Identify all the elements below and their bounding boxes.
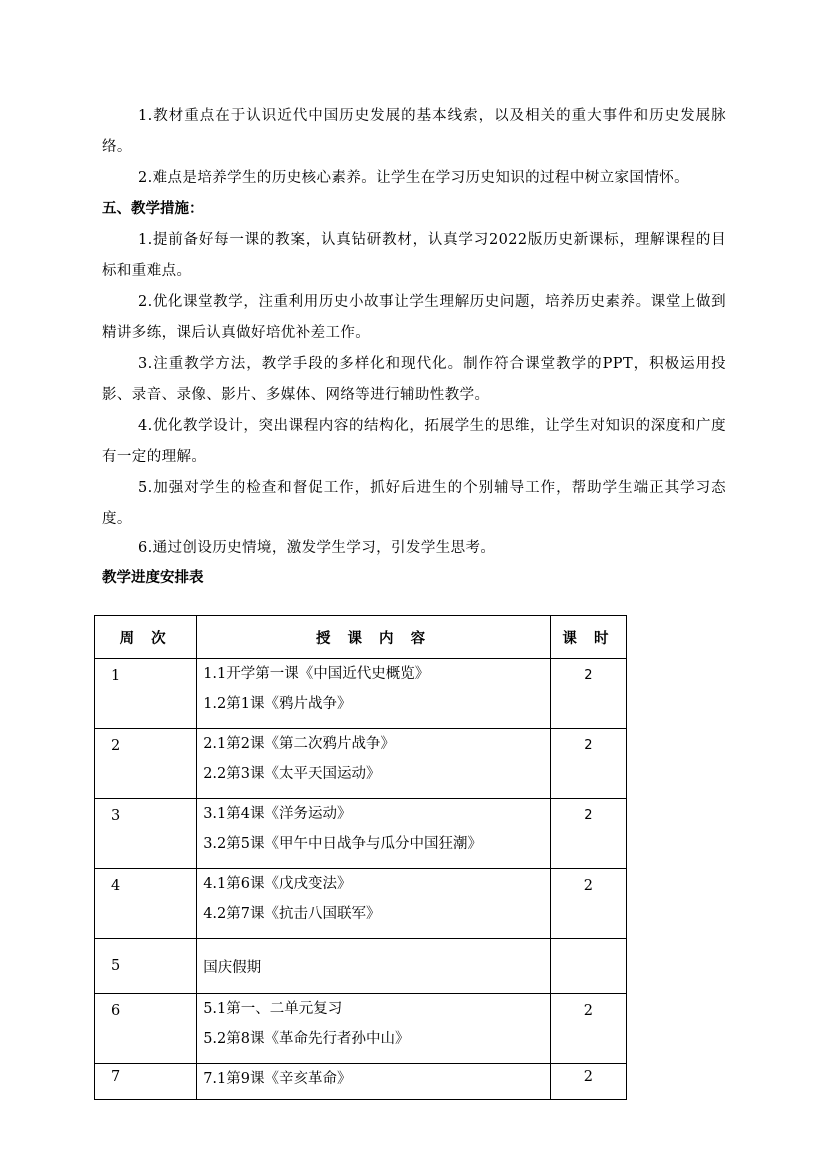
lesson-line: 2.2第3课《太平天国运动》 [203,766,381,782]
hours-cell: 2 [550,994,626,1064]
week-cell: 1 [95,659,197,729]
week-cell: 3 [95,799,197,869]
lesson-line: 5.2第8课《革命先行者孙中山》 [203,1031,410,1047]
schedule-header-row [95,616,627,659]
focus-point-2: 2.难点是培养学生的历史核心素养。让学生在学习历史知识的过程中树立家国情怀。 [138,170,690,186]
table-row [95,994,627,1064]
header-week: 周 次 [95,616,197,659]
content-cell [197,994,551,1064]
lesson-line: 3.2第5课《甲午中日战争与瓜分中国狂潮》 [203,836,482,852]
lesson-line: 4.1第6课《戊戌变法》 [203,876,352,892]
content-cell [197,1064,551,1100]
content-cell [197,869,551,939]
table-row [95,729,627,799]
table-row [95,799,627,869]
hours-cell: 2 [550,799,626,869]
lesson-line: 4.2第7课《抗击八国联军》 [203,906,381,922]
hours-cell [550,939,626,994]
focus-point-1: 1.教材重点在于认识近代中国历史发展的基本线索，以及相关的重大事件和历史发展脉络。 [102,108,726,155]
lesson-line: 1.1开学第一课《中国近代史概览》 [203,666,430,682]
measure-item-6: 6.通过创设历史情境，激发学生学习，引发学生思考。 [138,540,496,556]
lesson-line: 2.1第2课《第二次鸦片战争》 [203,736,395,752]
measure-item-1: 1.提前备好每一课的教案，认真钻研教材，认真学习2022版历史新课标，理解课程的目标和重难点。 [102,232,726,279]
measure-item-4: 4.优化教学设计，突出课程内容的结构化，拓展学生的思维，让学生对知识的深度和广度有一定的理解。 [102,418,726,465]
schedule-title: 教学进度安排表 [102,570,204,586]
content-cell [197,799,551,869]
hours-cell: 2 [550,869,626,939]
week-cell: 6 [95,994,197,1064]
table-row [95,869,627,939]
schedule-table [94,615,627,1100]
lesson-line: 3.1第4课《洋务运动》 [203,806,352,822]
header-hours: 课 时 [550,616,626,659]
measure-item-2: 2.优化课堂教学，注重利用历史小故事让学生理解历史问题，培养历史素养。课堂上做到精讲多练，课后认真做好培优补差工作。 [102,294,726,341]
content-cell [197,939,551,994]
lesson-line: 7.1第9课《辛亥革命》 [203,1071,352,1087]
section-heading-measures: 五、教学措施： [102,201,204,217]
lesson-line: 国庆假期 [203,959,262,976]
hours-cell: 2 [550,659,626,729]
content-cell [197,659,551,729]
week-cell: 7 [95,1064,197,1100]
week-cell: 4 [95,869,197,939]
hours-cell: 2 [550,1064,626,1100]
table-row [95,659,627,729]
header-content: 授 课 内 容 [197,616,551,659]
lesson-line: 5.1第一、二单元复习 [203,1001,343,1017]
measure-item-5: 5.加强对学生的检查和督促工作，抓好后进生的个别辅导工作，帮助学生端正其学习态度。 [102,480,726,527]
hours-cell: 2 [550,729,626,799]
table-row [95,1064,627,1100]
lesson-line: 1.2第1课《鸦片战争》 [203,696,352,712]
measure-item-3: 3.注重教学方法，教学手段的多样化和现代化。制作符合课堂教学的PPT，积极运用投影、录音、录像、影片、多媒体、网络等进行辅助性教学。 [102,356,726,403]
table-row [95,939,627,994]
content-cell [197,729,551,799]
week-cell: 2 [95,729,197,799]
week-cell: 5 [95,939,197,994]
